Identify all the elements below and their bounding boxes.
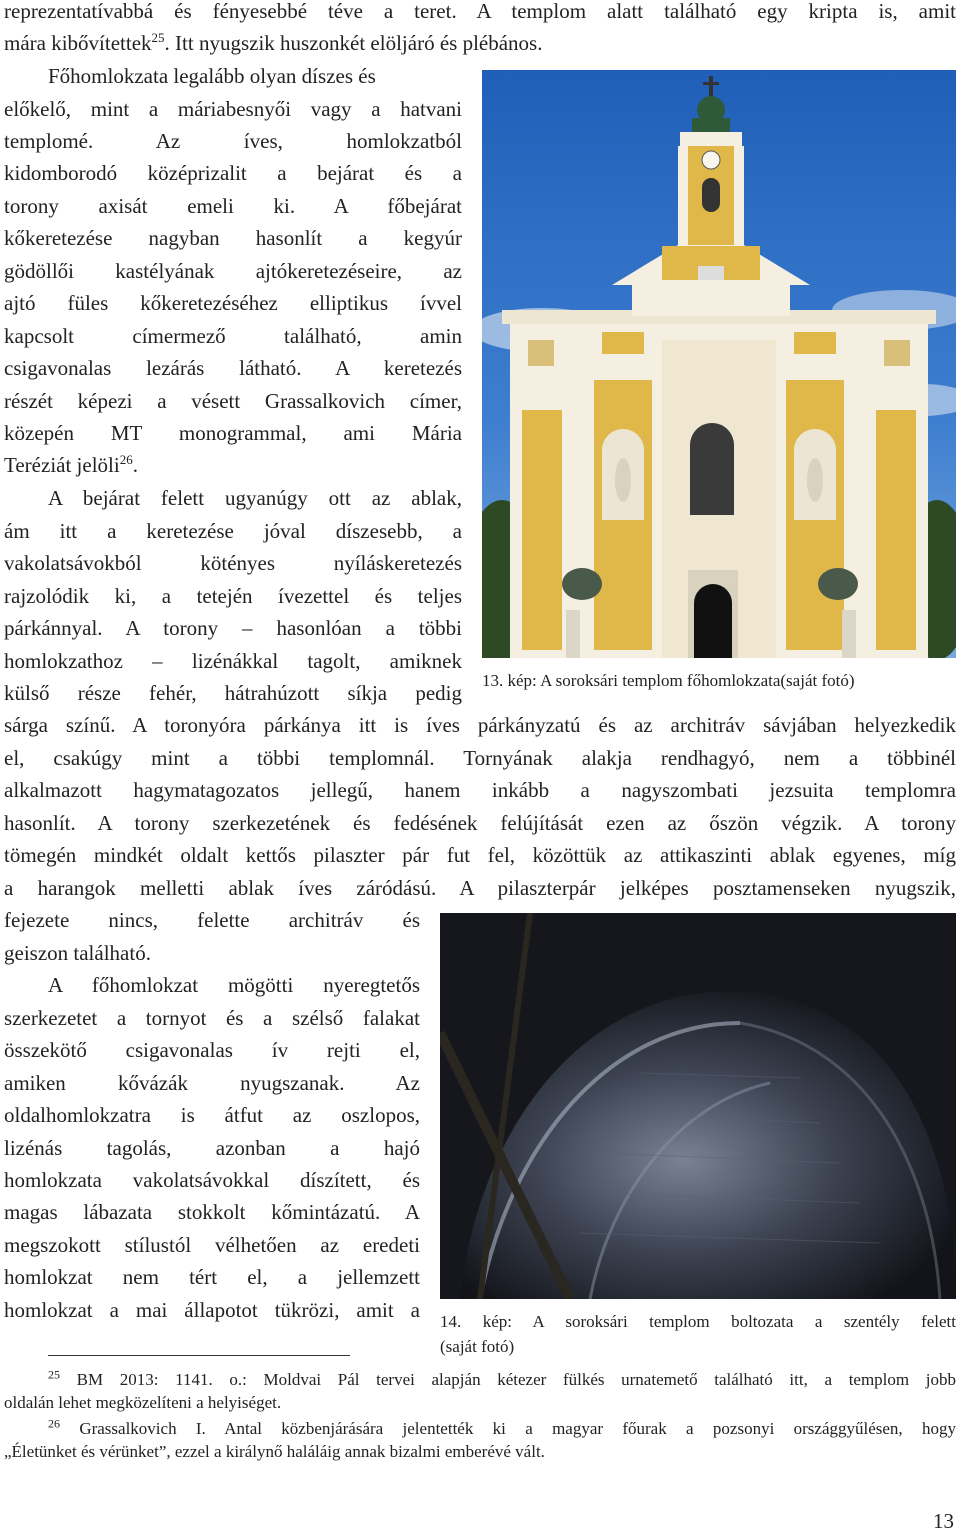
body-text-line: kidomborodó középrizalit a bejárat és a [4, 161, 462, 185]
body-text-line: kapcsolt címermező található, amin [4, 324, 462, 348]
body-text-line: kőkeretezése nagyban hasonlít a kegyúr [4, 226, 462, 250]
footnote-25 [4, 1368, 956, 1414]
body-text-line: homlokzata vakolatsávokkal díszített, és [4, 1168, 420, 1192]
body-text-line: torony axisát emeli ki. A főbejárat [4, 194, 462, 218]
body-text-line: homlokzat nem tért el, a jellemzett [4, 1265, 420, 1289]
body-text-line: szerkezetet a tornyot és a szélső falakat [4, 1006, 420, 1030]
body-text-line: hasonlít. A torony szerkezetének és fedésének felújítását ezen az őszön végzik. A torony [4, 811, 956, 835]
footnote-line: oldalán lehet megközelíteni a helyiséget. [4, 1393, 282, 1412]
body-text-line: ám itt a keretezése jóval díszesebb, a [4, 519, 462, 543]
body-text-line: rajzolódik ki, a tetején ívezettel és teljes [4, 584, 462, 608]
body-text-line: A főhomlokzat mögötti nyeregtetős [48, 973, 420, 997]
body-text-line: lizénás tagolás, azonban a hajó [4, 1136, 420, 1160]
figure-14-caption [440, 1309, 956, 1359]
body-text-line: megszokott stílustól vélhetően az eredeti [4, 1233, 420, 1257]
body-text-line: előkelő, mint a máriabesnyői vagy a hatvani [4, 97, 462, 121]
figure-14-caption-line: (saját fotó) [440, 1337, 515, 1356]
vault-photo [440, 913, 956, 1299]
body-text-line: tömegén mindkét oldalt kettős pilaszter pár fut fel, közöttük az attikaszinti ablak egyenes, míg [4, 843, 956, 867]
footnote-number: 25 [48, 1367, 60, 1382]
body-text-line: külső része fehér, hátrahúzott síkja pedig [4, 681, 462, 705]
body-text-line: sárga színű. A toronyóra párkánya itt is íves párkányzatú és az architráv sávjában helyezkedik [4, 713, 956, 737]
body-text-line: részét képezi a vésett Grassalkovich címer, [4, 389, 462, 413]
body-text-line: mára kibővítettek$^{25}$. Itt nyugszik huszonkét elöljáró és plébános. [4, 30, 543, 55]
footnote-line: „Életünket és vérünket”, ezzel a királynő haláláig annak bizalmi emberévé vált. [4, 1442, 545, 1461]
body-text-line: csigavonalas lezárás látható. A keretezés [4, 356, 462, 380]
page-number: 13 [933, 1509, 954, 1533]
body-text-line: templomé. Az íves, homlokzatból [4, 129, 462, 153]
footnote-ref-26[interactable]: 26 [119, 452, 133, 467]
figure-13-caption: 13. kép: A soroksári templom főhomlokzata(saját fotó) [482, 671, 855, 690]
footnote-separator [48, 1355, 350, 1356]
figure-14-caption-line: 14. kép: A soroksári templom boltozata a szentély felett [440, 1312, 956, 1331]
body-text-line: A bejárat felett ugyanúgy ott az ablak, [48, 486, 462, 510]
body-text-line: Teréziát jelöli$^{26}$. [4, 452, 138, 477]
body-text-line: homlokzat a mai állapotot tükrözi, amit a [4, 1298, 420, 1322]
body-text-line: oldalhomlokzatra is átfut az oszlopos, [4, 1103, 420, 1127]
body-text-line: a harangok melletti ablak íves záródású. A pilaszterpár jelképes posztamenseken nyugszik, [4, 876, 956, 900]
body-text-line: geiszon található. [4, 941, 151, 965]
body-text-line: fejezete nincs, felette architráv és [4, 908, 420, 932]
body-text-line: magas lábazata stokkolt kőmintázatú. A [4, 1200, 420, 1224]
footnote-line: $^{25}$ BM 2013: 1141. o.: Moldvai Pál tervei alapján kétezer fülkés urnatemető található itt, a templom jobb [48, 1367, 956, 1389]
footnote-line: $^{26}$ Grassalkovich I. Antal közbenjárására jelentették ki a magyar főurak a pozsonyi országgyűlésen, hogy [48, 1416, 956, 1438]
body-text-line: összekötő csigavonalas ív rejti el, [4, 1038, 420, 1062]
body-text-line: el, csakúgy mint a többi templomnál. Tornyának alakja rendhagyó, nem a többinél [4, 746, 956, 770]
body-text-line: Főhomlokzata legalább olyan díszes és [48, 64, 376, 88]
body-text-line: ajtó füles kőkeretezéséhez elliptikus ívvel [4, 291, 462, 315]
body-text-line: vakolatsávokból kötényes nyíláskeretezés [4, 551, 462, 575]
body-text-line: közepén MT monogrammal, ami Mária [4, 421, 462, 445]
footnote-26 [4, 1417, 956, 1463]
footnote-number: 26 [48, 1416, 60, 1431]
body-text-line: gödöllői kastélyának ajtókeretezéseire, az [4, 259, 462, 283]
body-text-line: homlokzathoz – lizénákkal tagolt, amiknek [4, 649, 462, 673]
body-text-line: alkalmazott hagymatagozatos jellegű, hanem inkább a nagyszombati jezsuita templomra [4, 778, 956, 802]
body-text-line: reprezentatívabbá és fényesebbé téve a teret. A templom alatt található egy kripta is, amit [4, 0, 956, 23]
footnote-ref-25[interactable]: 25 [151, 30, 165, 45]
body-text-line: párkánnyal. A torony – hasonlóan a többi [4, 616, 462, 640]
church-facade-photo [482, 70, 956, 658]
body-text-line: amiken kővázák nyugszanak. Az [4, 1071, 420, 1095]
